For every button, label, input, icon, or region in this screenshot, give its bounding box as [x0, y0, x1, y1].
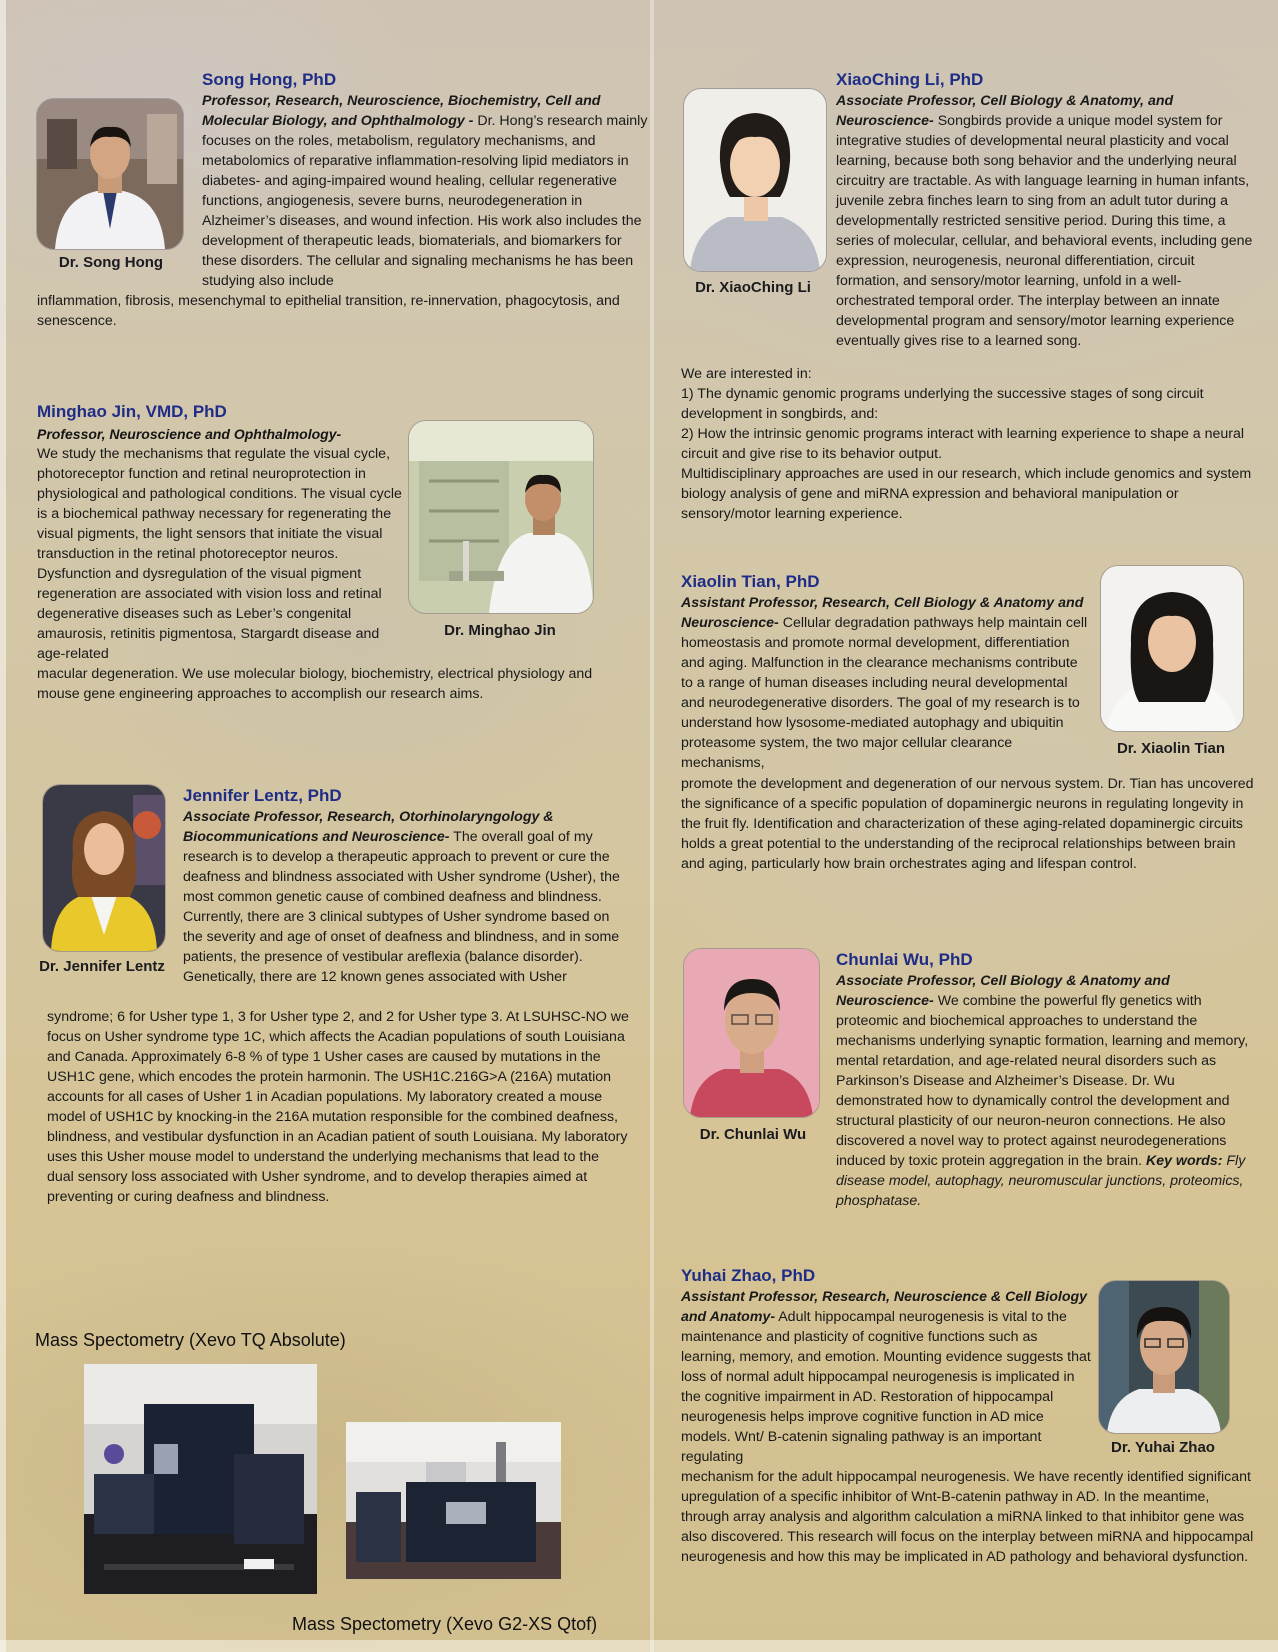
xiaoching-li-approaches: Multidisciplinary approaches are used in our research, which include genomics and system biology analysis of gene and miRNA expression and behavioral manipulation or sensory/motor learning experience.	[681, 466, 1252, 522]
xiaolin-tian-bio	[681, 593, 1089, 773]
chunlai-wu-name: Chunlai Wu, PhD	[836, 950, 973, 969]
xiaolin-tian-bio-continued: promote the development and degeneration of our nervous system. Dr. Tian has uncovered the significance of a specific population of dopaminergic neurons in regulating longevity in the fruit fly. Identification and characterization of these aging-related dopaminergic circuits holds a great potential to the understanding of the reciprocal relationships between brain and aging, particularly how brain orchestrates aging and lifespan control.	[681, 776, 1254, 872]
xiaolin-tian-photo	[1100, 565, 1244, 732]
song-hong-caption: Dr. Song Hong	[58, 254, 164, 271]
jennifer-lentz-bio	[183, 807, 623, 987]
chunlai-wu-bio	[836, 971, 1256, 1211]
page-bottom-edge	[0, 1640, 1278, 1652]
mass-spec-photo-2	[346, 1422, 561, 1579]
song-hong-bio-text: Dr. Hong’s research mainly focuses on the roles, metabolism, regulatory mechanisms, and metabolomics of reparative inflammation-resolving lipid mediators in diabetes- and aging-impaired wound healing, cellular regenerative functions, angiogenesis, severe burns, neurodegeneration in Alzheimer’s diseases, and wound infection. His work also includes the development of therapeutic leads, biomaterials, and biomarkers for these disorders. The cellular and signaling mechanisms he has been studying also include	[202, 113, 648, 289]
xiaolin-tian-name: Xiaolin Tian, PhD	[681, 572, 820, 591]
yuhai-zhao-role: Assistant Professor, Research, Neuroscience & Cell Biology and Anatomy-	[681, 1289, 1088, 1325]
xiaoching-li-interests	[681, 364, 1255, 524]
xiaolin-tian-bio-text: Cellular degradation pathways help maintain cell homeostasis and promote normal development, differentiation and aging. Malfunction in the clearance mechanisms contribute to a range of human diseases including neural developmental and neurodegenerative disorders. The goal of my research is to understand how lysosome-mediated autophagy and ubiquitin proteasome system, the two major cellular clearance mechanisms,	[681, 615, 1088, 771]
yuhai-zhao-bio-continued: mechanism for the adult hippocampal neurogenesis. We have recently identified significant upregulation of a specific inhibitor of Wnt-B-catenin pathway in AD. In the meantime, through array analysis and algorithm calculation a miRNA linked to that inhibitor gene was also discovered. This research will focus on the interplay between miRNA and hippocampal neurogenesis and how this may be implicated in AD pathology and behavioral dysfunction.	[681, 1469, 1254, 1565]
chunlai-wu-caption: Dr. Chunlai Wu	[699, 1126, 807, 1143]
song-hong-bio	[202, 91, 657, 291]
chunlai-wu-keywords: Fly disease model, autophagy, neuromuscular junctions, proteomics, phosphatase.	[836, 1153, 1246, 1209]
jennifer-lentz-bio-continued: syndrome; 6 for Usher type 1, 3 for Usher type 2, and 2 for Usher type 3. At LSUHSC-NO we focus on Usher syndrome type 1C, which affects the Acadian populations of south Louisiana and Canada. Approximately 6-8 % of type 1 Usher cases are caused by mutations in the USH1C gene, which encodes the protein harmonin. The USH1C.216G>A (216A) mutation accounts for all cases of Usher 1 in Acadian populations. My laboratory created a mouse model of USH1C by knocking-in the 216A mutation responsible for the combined deafness, blindness, and vestibular dysfunction in an Acadian patient of south Louisiana. My laboratory uses this Usher mouse model to understand the underlying mechanisms that lead to the dual sensory loss associated with Usher syndrome, and to develop therapies aimed at preventing or curing deafness and blindness.	[47, 1009, 629, 1205]
page-left-edge	[0, 0, 6, 1652]
minghao-jin-caption: Dr. Minghao Jin	[444, 622, 556, 639]
xiaoching-li-bio	[836, 91, 1254, 351]
minghao-jin-role: Professor, Neuroscience and Ophthalmology-	[37, 426, 342, 442]
jennifer-lentz-caption: Dr. Jennifer Lentz	[39, 958, 165, 975]
yuhai-zhao-photo	[1098, 1280, 1230, 1434]
yuhai-zhao-bio	[681, 1287, 1093, 1467]
xiaoching-li-interest-intro: We are interested in:	[681, 366, 812, 382]
xiaolin-tian-caption: Dr. Xiaolin Tian	[1116, 740, 1226, 757]
song-hong-photo	[36, 98, 184, 250]
minghao-jin-bio-continued: macular degeneration. We use molecular biology, biochemistry, electrical physiology and mouse gene engineering approaches to accomplish our research aims.	[37, 666, 593, 702]
xiaolin-tian-role: Assistant Professor, Research, Cell Biology & Anatomy and Neuroscience-	[681, 595, 1084, 631]
xiaoching-li-caption: Dr. XiaoChing Li	[695, 279, 811, 296]
xiaoching-li-photo	[683, 88, 827, 272]
xiaoching-li-interest-1: 1) The dynamic genomic programs underlying the successive stages of song circuit development in songbirds, and:	[681, 386, 1204, 422]
minghao-jin-bio: We study the mechanisms that regulate the visual cycle, photoreceptor function and retinal neuroprotection in physiological and pathological conditions. The visual cycle is a biochemical pathway necessary for regenerating the visual pigments, the light sensors that initiate the visual transduction in the retinal photoreceptor neuros. Dysfunction and dysregulation of the visual pigment regeneration are associated with vision loss and retinal degenerative diseases such as Leber’s congenital amaurosis, retinitis pigmentosa, Stargardt disease and age-related	[37, 446, 402, 662]
chunlai-wu-role: Associate Professor, Cell Biology & Anatomy and Neuroscience-	[836, 973, 1170, 1009]
xiaoching-li-role: Associate Professor, Cell Biology & Anatomy, and Neuroscience-	[836, 93, 1174, 129]
xiaoching-li-name: XiaoChing Li, PhD	[836, 70, 984, 89]
jennifer-lentz-bio-text: The overall goal of my research is to develop a therapeutic approach to prevent or cure the deafness and blindness associated with Usher syndrome (Usher), the most common genetic cause of combined deafness and blindness. Currently, there are 3 clinical subtypes of Usher syndrome based on the severity and age of onset of deafness and blindness, and in some patients, the presence of vestibular areflexia (balance disorder). Genetically, there are 12 known genes associated with Usher	[183, 829, 620, 985]
xiaoching-li-bio-text: Songbirds provide a unique model system for integrative studies of developmental neural plasticity and vocal learning, because both song behavior and the underlying neural circuitry are tractable. As with language learning in human infants, juvenile zebra finches learn to sing from an adult tutor during a developmentally restricted sensitive period. During this time, a series of molecular, cellular, and behavioral events, including gene expression, neurogenesis, neuronal differentiation, circuit formation, and sensory/motor learning, unfold in a well-orchestrated temporal order. The interplay between an innate developmental program and sensory/motor learning experience eventually gives rise to a learned song.	[836, 113, 1253, 349]
yuhai-zhao-caption: Dr. Yuhai Zhao	[1111, 1439, 1215, 1456]
xiaoching-li-interest-2: 2) How the intrinsic genomic programs interact with learning experience to shape a neural circuit and give rise to its behavior output.	[681, 426, 1245, 462]
minghao-jin-photo	[408, 420, 594, 614]
chunlai-wu-photo	[683, 948, 820, 1118]
song-hong-role: Professor, Research, Neuroscience, Biochemistry, Cell and Molecular Biology, and Ophthalmology -	[202, 93, 601, 129]
chunlai-wu-keywords-label: Key words:	[1145, 1153, 1223, 1169]
mass-spec-heading-1: Mass Spectometry (Xevo TQ Absolute)	[35, 1330, 346, 1350]
song-hong-bio-continued: inflammation, fibrosis, mesenchymal to epithelial transition, re-innervation, phagocytosis, and senescence.	[37, 293, 620, 329]
jennifer-lentz-name: Jennifer Lentz, PhD	[183, 786, 342, 805]
yuhai-zhao-name: Yuhai Zhao, PhD	[681, 1266, 816, 1285]
mass-spec-photo-1	[84, 1364, 317, 1594]
jennifer-lentz-role: Associate Professor, Research, Otorhinolaryngology & Biocommunications and Neuroscience-	[183, 809, 554, 845]
mass-spec-heading-2: Mass Spectometry (Xevo G2-XS Qtof)	[292, 1614, 598, 1634]
chunlai-wu-bio-text: We combine the powerful fly genetics with proteomic and biochemical approaches to understand the mechanisms underlying synaptic formation, learning and memory, mental retardation, and age-related neural disorders such as Parkinson’s Disease and Alzheimer’s Disease. Dr. Wu demonstrated how to dynamically control the development and structural plasticity of our neuron-neuron connections. He also discovered a novel way to protect against neurodegenerations induced by toxic protein aggregation in the brain.	[836, 993, 1249, 1169]
yuhai-zhao-bio-text: Adult hippocampal neurogenesis is vital to the maintenance and plasticity of cognitive functions such as learning, memory, and emotion. Mounting evidence suggests that loss of normal adult hippocampal neurogenesis is implicated in the cognitive impairment in AD. Restoration of hippocampal neurogenesis helps improve cognitive function in AD mice models. Wnt/ B-catenin signaling pathway is an important regulating	[681, 1309, 1091, 1465]
song-hong-name: Song Hong, PhD	[202, 70, 337, 89]
minghao-jin-name: Minghao Jin, VMD, PhD	[37, 402, 227, 421]
jennifer-lentz-photo	[42, 784, 166, 952]
